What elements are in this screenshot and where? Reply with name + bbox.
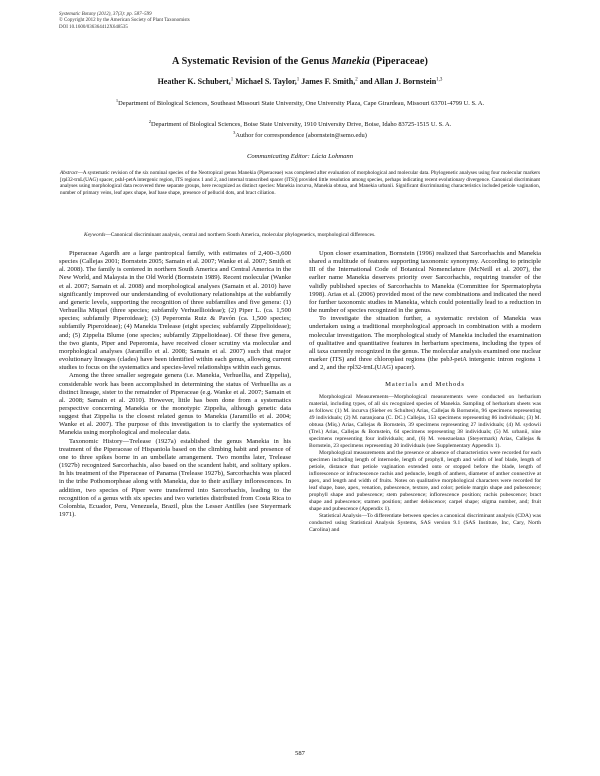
article-title: A Systematic Revision of the Genus Manekia (Piperaceae) (172, 56, 428, 67)
communicating-editor: Communicating Editor: Lúcia Lohmann (246, 153, 354, 160)
author: James F. Smith, (301, 77, 356, 86)
journal-citation: Systematic Botany (2012), 37(3): pp. 587–599 (59, 12, 152, 17)
author-list: Heather K. Schubert,$^1$ Michael S. Taylor,$^1$ James F. Smith,$^2$ and Allan J. Bornstein$^{1,3}$ (157, 77, 443, 86)
paragraph: Taxonomic History—Trelease (1927a) established the genus Manekia in his treatment of the Piperaceae of Hispaniola based on the climbing habit and presence of one to three spikes borne in an umbellate arrangement. Two months later, Trelease (1927b) recognized Sarcorhachis, also based on the scandent habit, and solitary spikes. In his treatment of the Piperaceae of Panama (Trelease 1927b), Sarcorhachis was placed in the tribe Pothomorpheae along with Manekia, due to their axillary inflorescences. In addition, two species of Piper were transferred into Sarcorhachis, leading to the recognition of a genus with six species and two varieties distributed from Costa Rica to Colombia, Ecuador, Peru, Venezuela, Brazil, plus the Lesser Antilles (see Steyermark 1971). (59, 437, 291, 518)
paragraph: Morphological measurements and the presence or absence of characteristics were recorded for each specimen including length of internode, length of prophyll, length and width of leaf blade, length of petiole, distance that petiole vagination extended onto or stopped before the blade, length of inflorescence or infructescence rachis and peduncle, length of anthers, diameter of anther connective at apex, and length and width of fruits. Notes on qualitative morphological characters were recorded for leaf shape, base, apex, venation, pubescence, texture, and color; petiole margin shape and pubescence; prophyll shape and pubescence; stem pubescence; inflorescence position; rachis pubescence; bract shape and pubescence; stamen position; anther dehiscence; carpel shape; stigma number, and; fruit shape and pubescence (Appendix 1). (309, 449, 541, 513)
paragraph: Upon closer examination, Bornstein (1996) realized that Sarcorhachis and Manekia shared a multitude of features supporting taxonomic synonymy. According to principle III of the International Code of Botanical Nomenclature (McNeill et al. 2007), the earlier name Manekia deserves priority over Sarcorhachis, requiring transfer of the validly published species of Sarcorhachis to Manekia (Committee for Spermatophyta 1998). Arias et al. (2006) provided most of the new combinations and indicated the need for further taxonomic studies in Manekia, which could potentially lead to a reduction in the number of species recognized in the genus. (309, 250, 541, 315)
affiliation-2: $^2$Department of Biological Sciences, Boise State University, 1910 University Drive, Boise, Idaho 83725-1515 U. S. A. (148, 119, 452, 129)
paragraph: Statistical Analysis—To differentiate between species a canonical discriminant analysis (CDA) was conducted using Statistical Analysis Systems, SAS version 9.1 (SAS Institute, Inc, Cary, North Carolina) and (309, 513, 541, 534)
paragraph: To investigate the situation further, a systematic revision of Manekia was undertaken using a traditional morphological approach in combination with a modern molecular investigation. The morphological study of Manekia included the examination of qualitative and quantitative features in herbarium specimens, including the types of all taxa currently recognized in the genus. The molecular analysis examined one nuclear marker (ITS) and three chloroplast regions (the psbJ-petA intergenic intron regions 1 and 2, and the rpl32-trnL(UAG) spacer). (309, 315, 541, 372)
author: and Allan J. Bornstein (359, 77, 437, 86)
author: Michael S. Taylor, (235, 77, 297, 86)
journal-header (59, 12, 190, 31)
page-number: 587 (295, 750, 305, 757)
right-column (309, 250, 541, 534)
paragraph: Piperaceae Agardh are a large pantropical family, with estimates of 2,400–3,600 species (Callejas 2001; Bornstein 2005; Samain et al. 2007; Wanke et al. 2007; Smith et al. 2008). The family is centered in northern South America and Central America in the New World, and Malaysia in the Old World (Bornstein 1989). Recent molecular (Wanke et al. 2007; Samain et al. 2008) and morphological analyses (Samain et al. 2010) have significantly improved our understanding of evolutionary relationships at the subfamily and generic levels, supporting the recognition of three subfamilies and five genera: (1) Verhuellia Miquel (three species; subfamily Verhuellioideae); (2) Piper L. (ca. 1,500 species; subfamily Piperoideae); (3) Peperomia Ruiz & Pavón (ca. 1,500 species; subfamily Piperoideae); (4) Manekia Trelease (eight species; subfamily Zippelioideae); and; (5) Zippelia Blume (one species; subfamily Zippelioideae). Of these five genera, the two giants, Piper and Peperomia, have received closer scrutiny via molecular and morphological analyses (Jaramillo et al. 2008; Samain et al. 2007) such that major evolutionary lineages (clades) have been identified within each genus, allowing current studies to focus on the systematics and species-level relationships within each genus. (59, 250, 291, 372)
correspondence-note: $^3$Author for correspondence (abornstein@semo.edu) (233, 130, 367, 140)
author: Heather K. Schubert, (157, 77, 231, 86)
abstract: Abstract—A systematic revision of the six nominal species of the Neotropical genus Manekia (Piperaceae) was completed after evaluation of morphological and molecular data. Phylogenetic analyses using four molecular markers [rpl32-trnL(UAG) spacer, psbJ-petA intergenic region, ITS regions 1 and 2, and internal transcribed spacer (ITS)] provided little resolution among species, perhaps indicating recent evolutionary divergence. Canonical discriminant analyses using morphological data recovered three separate groups, here recognized as distinct species: Manekia incurva, Manekia obtusa, and Manekia urbanii. Significant discriminating characteristics included petiole vagination, number of primary veins, leaf apex shape, leaf base shape, presence of pellucid dots, and bract ciliation. (60, 170, 540, 196)
keywords: Keywords—Canonical discriminant analysis, central and northern South America, molecular phylogenetics, morphological differences. (84, 232, 376, 238)
doi-line: DOI 10.1600/036364412X648535 (59, 24, 128, 30)
methods-section (309, 394, 541, 535)
left-column (59, 250, 291, 519)
affiliation-1: $^1$Department of Biological Sciences, Southeast Missouri State University, One University Plaza, Cape Girardeau, Missouri 63701-4799 U. S. A. (115, 98, 485, 108)
section-heading-methods: Materials and Methods (385, 381, 465, 389)
copyright-line: © Copyright 2012 by the American Society of Plant Taxonomists (59, 18, 190, 24)
paragraph: Morphological Measurements—Morphological measurements were conducted on herbarium material, including types, of all six recognized species of Manekia. Sampling of herbarium sheets was as follows: (1) M. incurva (Sieber ex Schultes) Arias, Callejas & Bornstein, 96 specimens representing 49 individuals; (2) M. naranjoana (C. DC.) Callejas, 153 specimens representing 86 individuals; (3) M. obtusa (Miq.) Arias, Callejas & Bornstein, 39 specimens representing 27 individuals; (4) M. sydowii (Trel.) Arias, Callejas & Bornstein, 64 specimens representing 38 individuals; (5) M. urbanii, nine specimens representing four individuals; and, (6) M. venezuelana (Steyermark) Arias, Callejas & Bornstein, 23 specimens representing 20 individuals (see Supplementary Appendix 1). (309, 393, 541, 449)
title-genus: Manekia (331, 56, 370, 67)
paragraph: Among the three smaller segregate genera (i.e. Manekia, Verhuellia, and Zippelia), considerable work has been accomplished in determining the status of Verhuellia as a distinct lineage, sister to the remainder of Piperaceae (e.g. Wanke et al. 2007; Samain et al. 2008; Samain et al. 2010). However, little has been done from a systematics perspective concerning Manekia or the monotypic Zippelia, although genetic data suggest that Zippelia is the closest related genus to Manekia (Jaramillo et al. 2004; Wanke et al. 2007). The purpose of this investigation is to clarify the systematics of Manekia using morphological and molecular data. (59, 372, 291, 437)
